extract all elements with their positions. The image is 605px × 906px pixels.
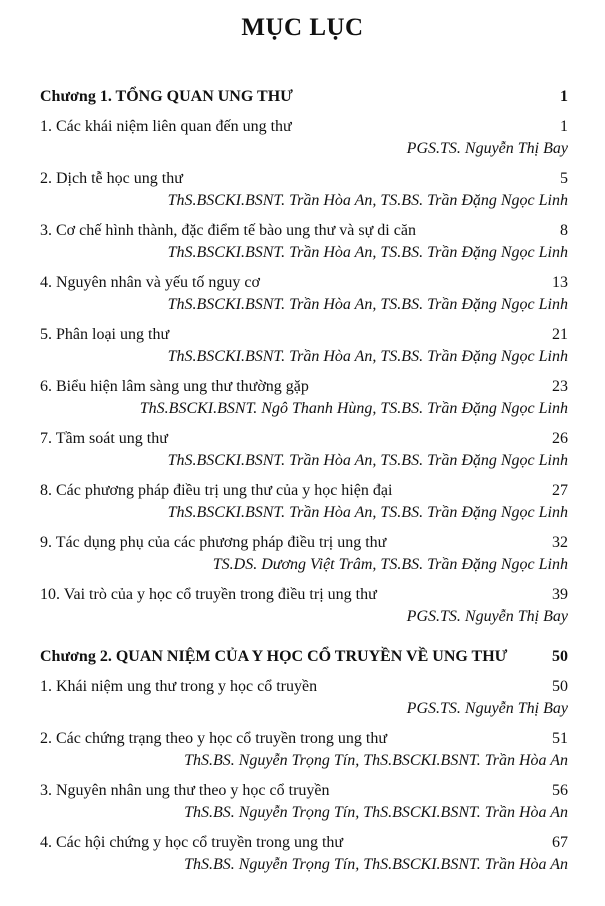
- entry-page-number: 67: [552, 834, 568, 851]
- toc-entry[interactable]: [40, 780, 568, 824]
- toc-entry[interactable]: [40, 324, 568, 368]
- chapter-page-number: 50: [552, 648, 568, 665]
- entry-page-number: 21: [552, 326, 568, 343]
- entry-author: ThS.BSCKI.BSNT. Trần Hòa An, TS.BS. Trần Đặng Ngọc Linh: [167, 244, 568, 261]
- toc-entry[interactable]: [40, 532, 568, 576]
- toc-entry[interactable]: [40, 676, 568, 720]
- entry-page-number: 51: [552, 730, 568, 747]
- entry-author: PGS.TS. Nguyễn Thị Bay: [406, 700, 568, 717]
- entry-title: 2. Các chứng trạng theo y học cổ truyền trong ung thư: [40, 730, 388, 747]
- table-of-contents: [40, 86, 568, 876]
- chapter-heading[interactable]: [40, 86, 568, 108]
- entry-page-number: 39: [552, 586, 568, 603]
- entry-title: 4. Nguyên nhân và yếu tố nguy cơ: [40, 274, 260, 291]
- entry-page-number: 8: [560, 222, 568, 239]
- entry-author: PGS.TS. Nguyễn Thị Bay: [406, 140, 568, 157]
- entry-author: ThS.BS. Nguyễn Trọng Tín, ThS.BSCKI.BSNT. Trần Hòa An: [184, 752, 568, 769]
- entry-page-number: 56: [552, 782, 568, 799]
- toc-entry[interactable]: [40, 168, 568, 212]
- chapter-page-number: 1: [560, 88, 568, 105]
- entry-title: 2. Dịch tễ học ung thư: [40, 170, 183, 187]
- entry-author: ThS.BS. Nguyễn Trọng Tín, ThS.BSCKI.BSNT. Trần Hòa An: [184, 804, 568, 821]
- entry-page-number: 5: [560, 170, 568, 187]
- entry-author: TS.DS. Dương Việt Trâm, TS.BS. Trần Đặng Ngọc Linh: [212, 556, 568, 573]
- chapter-title: Chương 1. TỔNG QUAN UNG THƯ: [40, 88, 293, 105]
- chapter-title: Chương 2. QUAN NIỆM CỦA Y HỌC CỔ TRUYỀN VỀ UNG THƯ: [40, 648, 508, 665]
- entry-title: 3. Nguyên nhân ung thư theo y học cổ truyền: [40, 782, 330, 799]
- entry-author: ThS.BSCKI.BSNT. Trần Hòa An, TS.BS. Trần Đặng Ngọc Linh: [167, 504, 568, 521]
- entry-title: 10. Vai trò của y học cổ truyền trong điều trị ung thư: [40, 586, 377, 603]
- entry-page-number: 1: [560, 118, 568, 135]
- toc-entry[interactable]: [40, 728, 568, 772]
- entry-author: PGS.TS. Nguyễn Thị Bay: [406, 608, 568, 625]
- page-title: MỤC LỤC: [241, 14, 364, 41]
- chapter-heading[interactable]: [40, 646, 568, 668]
- entry-author: ThS.BSCKI.BSNT. Trần Hòa An, TS.BS. Trần Đặng Ngọc Linh: [167, 192, 568, 209]
- entry-page-number: 27: [552, 482, 568, 499]
- toc-entry[interactable]: [40, 480, 568, 524]
- entry-title: 1. Khái niệm ung thư trong y học cổ truyền: [40, 678, 318, 695]
- toc-entry[interactable]: [40, 428, 568, 472]
- toc-entry[interactable]: [40, 220, 568, 264]
- entry-author: ThS.BSCKI.BSNT. Ngô Thanh Hùng, TS.BS. Trần Đặng Ngọc Linh: [139, 400, 568, 417]
- toc-entry[interactable]: [40, 584, 568, 628]
- entry-page-number: 23: [552, 378, 568, 395]
- entry-title: 3. Cơ chế hình thành, đặc điểm tế bào ung thư và sự di căn: [40, 222, 416, 239]
- entry-page-number: 50: [552, 678, 568, 695]
- entry-title: 7. Tầm soát ung thư: [40, 430, 168, 447]
- toc-entry[interactable]: [40, 376, 568, 420]
- entry-author: ThS.BSCKI.BSNT. Trần Hòa An, TS.BS. Trần Đặng Ngọc Linh: [167, 296, 568, 313]
- entry-title: 5. Phân loại ung thư: [40, 326, 170, 343]
- entry-title: 1. Các khái niệm liên quan đến ung thư: [40, 118, 292, 135]
- entry-author: ThS.BSCKI.BSNT. Trần Hòa An, TS.BS. Trần Đặng Ngọc Linh: [167, 452, 568, 469]
- toc-entry[interactable]: [40, 832, 568, 876]
- entry-title: 9. Tác dụng phụ của các phương pháp điều trị ung thư: [40, 534, 387, 551]
- entry-page-number: 26: [552, 430, 568, 447]
- entry-page-number: 13: [552, 274, 568, 291]
- entry-author: ThS.BSCKI.BSNT. Trần Hòa An, TS.BS. Trần Đặng Ngọc Linh: [167, 348, 568, 365]
- entry-title: 6. Biểu hiện lâm sàng ung thư thường gặp: [40, 378, 309, 395]
- entry-page-number: 32: [552, 534, 568, 551]
- entry-author: ThS.BS. Nguyễn Trọng Tín, ThS.BSCKI.BSNT. Trần Hòa An: [184, 856, 568, 873]
- entry-title: 8. Các phương pháp điều trị ung thư của y học hiện đại: [40, 482, 393, 499]
- entry-title: 4. Các hội chứng y học cổ truyền trong ung thư: [40, 834, 344, 851]
- toc-entry[interactable]: [40, 272, 568, 316]
- toc-entry[interactable]: [40, 116, 568, 160]
